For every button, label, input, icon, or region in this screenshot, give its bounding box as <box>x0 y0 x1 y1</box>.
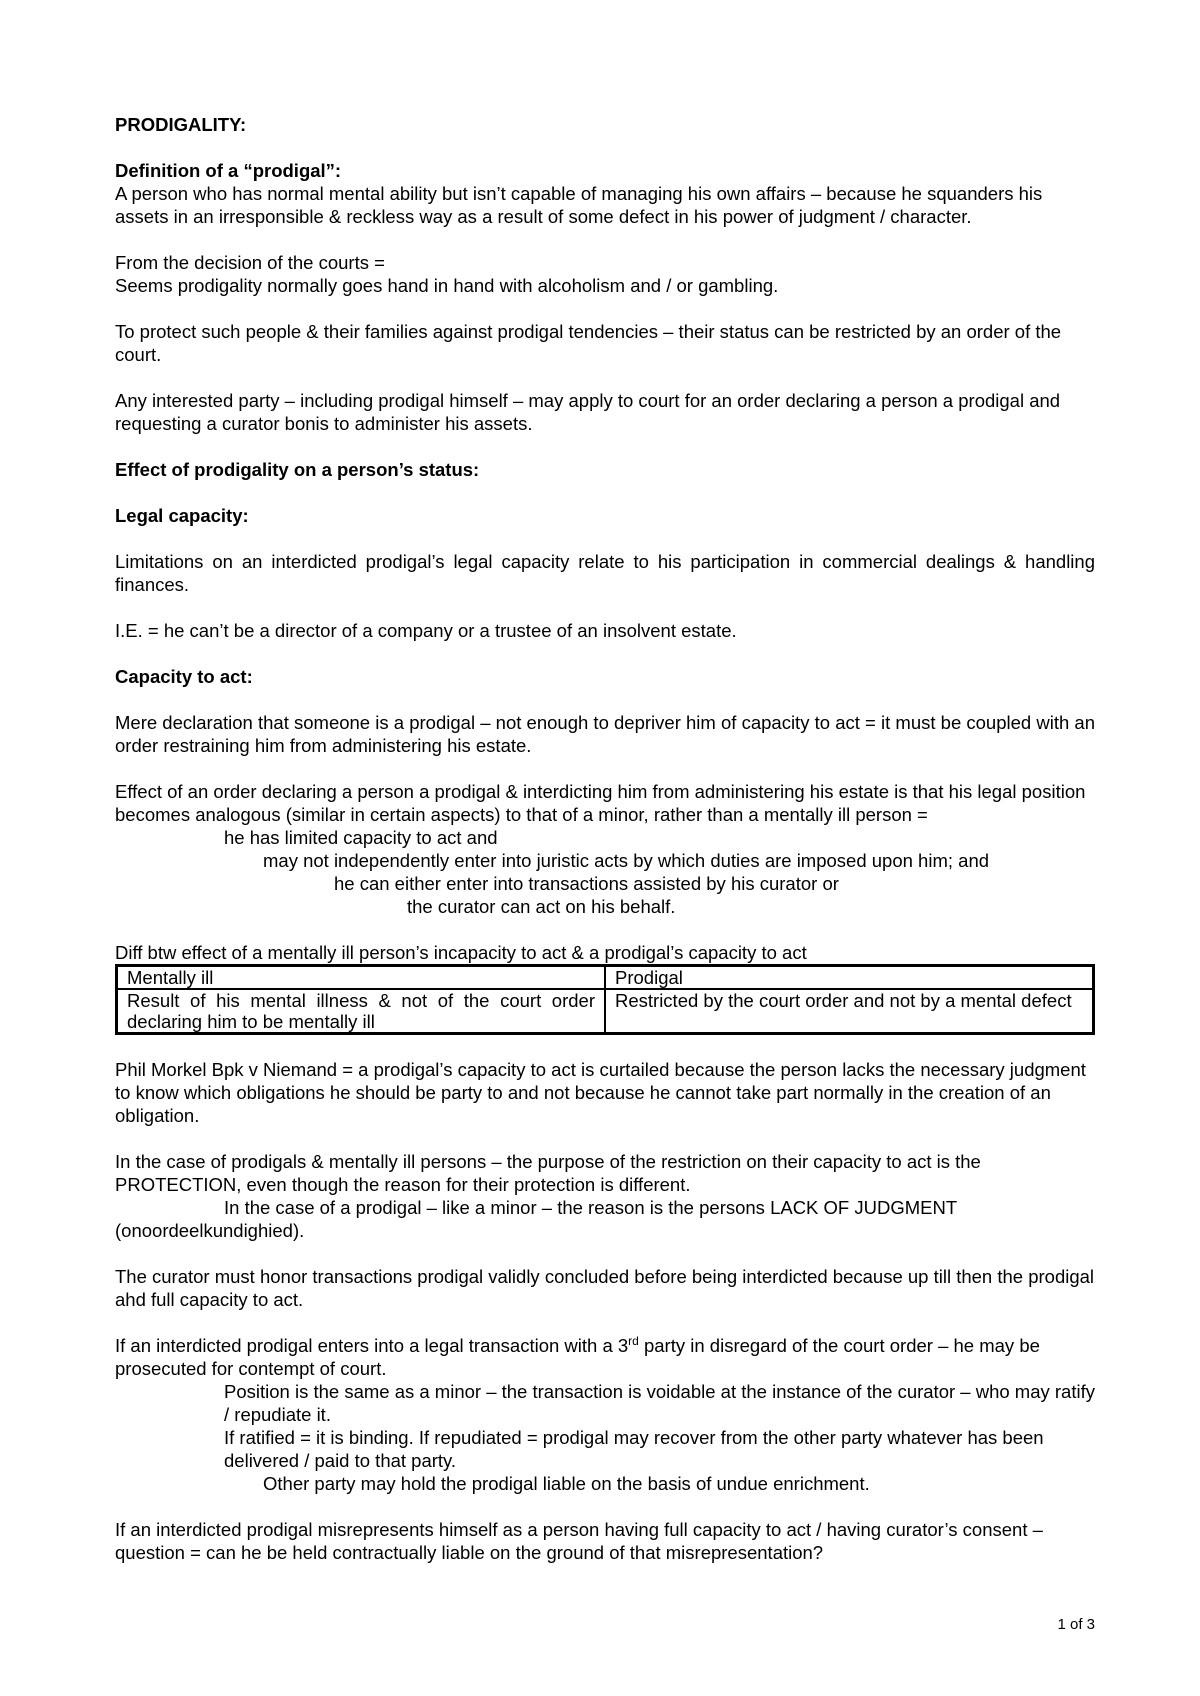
curator-paragraph: The curator must honor transactions prodigal validly concluded before being interdicted because up till then the prodigal ahd full capacity to act. <box>115 1266 1095 1310</box>
interested-party-paragraph: Any interested party – including prodigal himself – may apply to court for an order declaring a person a prodigal and requesting a curator bonis to administer his assets. <box>115 390 1061 434</box>
courts-line-2: Seems prodigality normally goes hand in hand with alcoholism and / or gambling. <box>115 275 779 296</box>
table-header-prodigal: Prodigal <box>605 966 1094 990</box>
table-row <box>117 989 1094 1034</box>
limited-line-2: may not independently enter into juristic acts by which duties are imposed upon him; and <box>263 850 990 871</box>
limited-line-4: the curator can act on his behalf. <box>407 896 676 917</box>
limitations-paragraph: Limitations on an interdicted prodigal’s legal capacity relate to his participation in commercial dealings & handling finances. <box>115 551 1095 595</box>
effect-order-paragraph: Effect of an order declaring a person a prodigal & interdicting him from administering his estate is that his legal position becomes analogous (similar in certain aspects) to that of a minor, rather than a mentally ill person = <box>115 781 1086 825</box>
table-cell-prodigal: Restricted by the court order and not by a mental defect <box>605 989 1094 1034</box>
page-number: 1 of 3 <box>1057 1616 1095 1633</box>
third-party-text-a: If an interdicted prodigal enters into a legal transaction with a 3 <box>115 1335 629 1356</box>
third-party-paragraph <box>115 1334 1095 1380</box>
document-body <box>115 113 1095 1564</box>
document-title: PRODIGALITY: <box>115 114 247 135</box>
table-cell-mentally-ill: Result of his mental illness & not of the court order declaring him to be mentally ill <box>117 989 606 1034</box>
ratified-paragraph: If ratified = it is binding. If repudiated = prodigal may recover from the other party whatever has been delivered / paid to that party. <box>224 1427 1044 1471</box>
mere-declaration-paragraph: Mere declaration that someone is a prodigal – not enough to depriver him of capacity to act = it must be coupled with an order restraining him from administering his estate. <box>115 712 1095 756</box>
legal-capacity-heading: Legal capacity: <box>115 505 249 526</box>
other-party-paragraph: Other party may hold the prodigal liable on the basis of undue enrichment. <box>263 1473 870 1494</box>
misrepresentation-paragraph: If an interdicted prodigal misrepresents himself as a person having full capacity to act / having curator’s consent – question = can he be held contractually liable on the ground of that misrepresentation? <box>115 1519 1043 1563</box>
limited-line-1: he has limited capacity to act and <box>224 827 498 848</box>
protect-paragraph: To protect such people & their families against prodigal tendencies – their status can be restricted by an order of the court. <box>115 321 1062 365</box>
lack-of-judgment-paragraph: In the case of a prodigal – like a minor – the reason is the persons LACK OF JUDGMENT (onoordeelkundighied). <box>115 1197 957 1241</box>
table-header-row <box>117 966 1094 990</box>
diff-caption: Diff btw effect of a mentally ill person’s incapacity to act & a prodigal’s capacity to act <box>115 942 807 963</box>
position-paragraph: Position is the same as a minor – the transaction is voidable at the instance of the curator – who may ratify / repudiate it. <box>224 1381 1095 1425</box>
protection-paragraph: In the case of prodigals & mentally ill persons – the purpose of the restriction on their capacity to act is the PROTECTION, even though the reason for their protection is different. <box>115 1151 981 1195</box>
phil-morkel-paragraph: Phil Morkel Bpk v Niemand = a prodigal’s capacity to act is curtailed because the person lacks the necessary judgment to know which obligations he should be party to and not because he cannot take part normally in the creation of an obligation. <box>115 1059 1086 1126</box>
definition-text: A person who has normal mental ability but isn’t capable of managing his own affairs – because he squanders his assets in an irresponsible & reckless way as a result of some defect in his power of judgment / character. <box>115 183 1043 227</box>
third-party-superscript: rd <box>628 1333 639 1348</box>
ie-paragraph: I.E. = he can’t be a director of a company or a trustee of an insolvent estate. <box>115 620 737 641</box>
courts-line-1: From the decision of the courts = <box>115 252 385 273</box>
capacity-to-act-heading: Capacity to act: <box>115 666 253 687</box>
table-header-mentally-ill: Mentally ill <box>117 966 606 990</box>
third-party-text-b: party in disregard of the court order – he may be prosecuted for contempt of court. <box>115 1335 1040 1379</box>
definition-heading: Definition of a “prodigal”: <box>115 160 342 181</box>
effect-heading: Effect of prodigality on a person’s status: <box>115 459 480 480</box>
limited-line-3: he can either enter into transactions assisted by his curator or <box>334 873 839 894</box>
comparison-table <box>115 964 1095 1035</box>
